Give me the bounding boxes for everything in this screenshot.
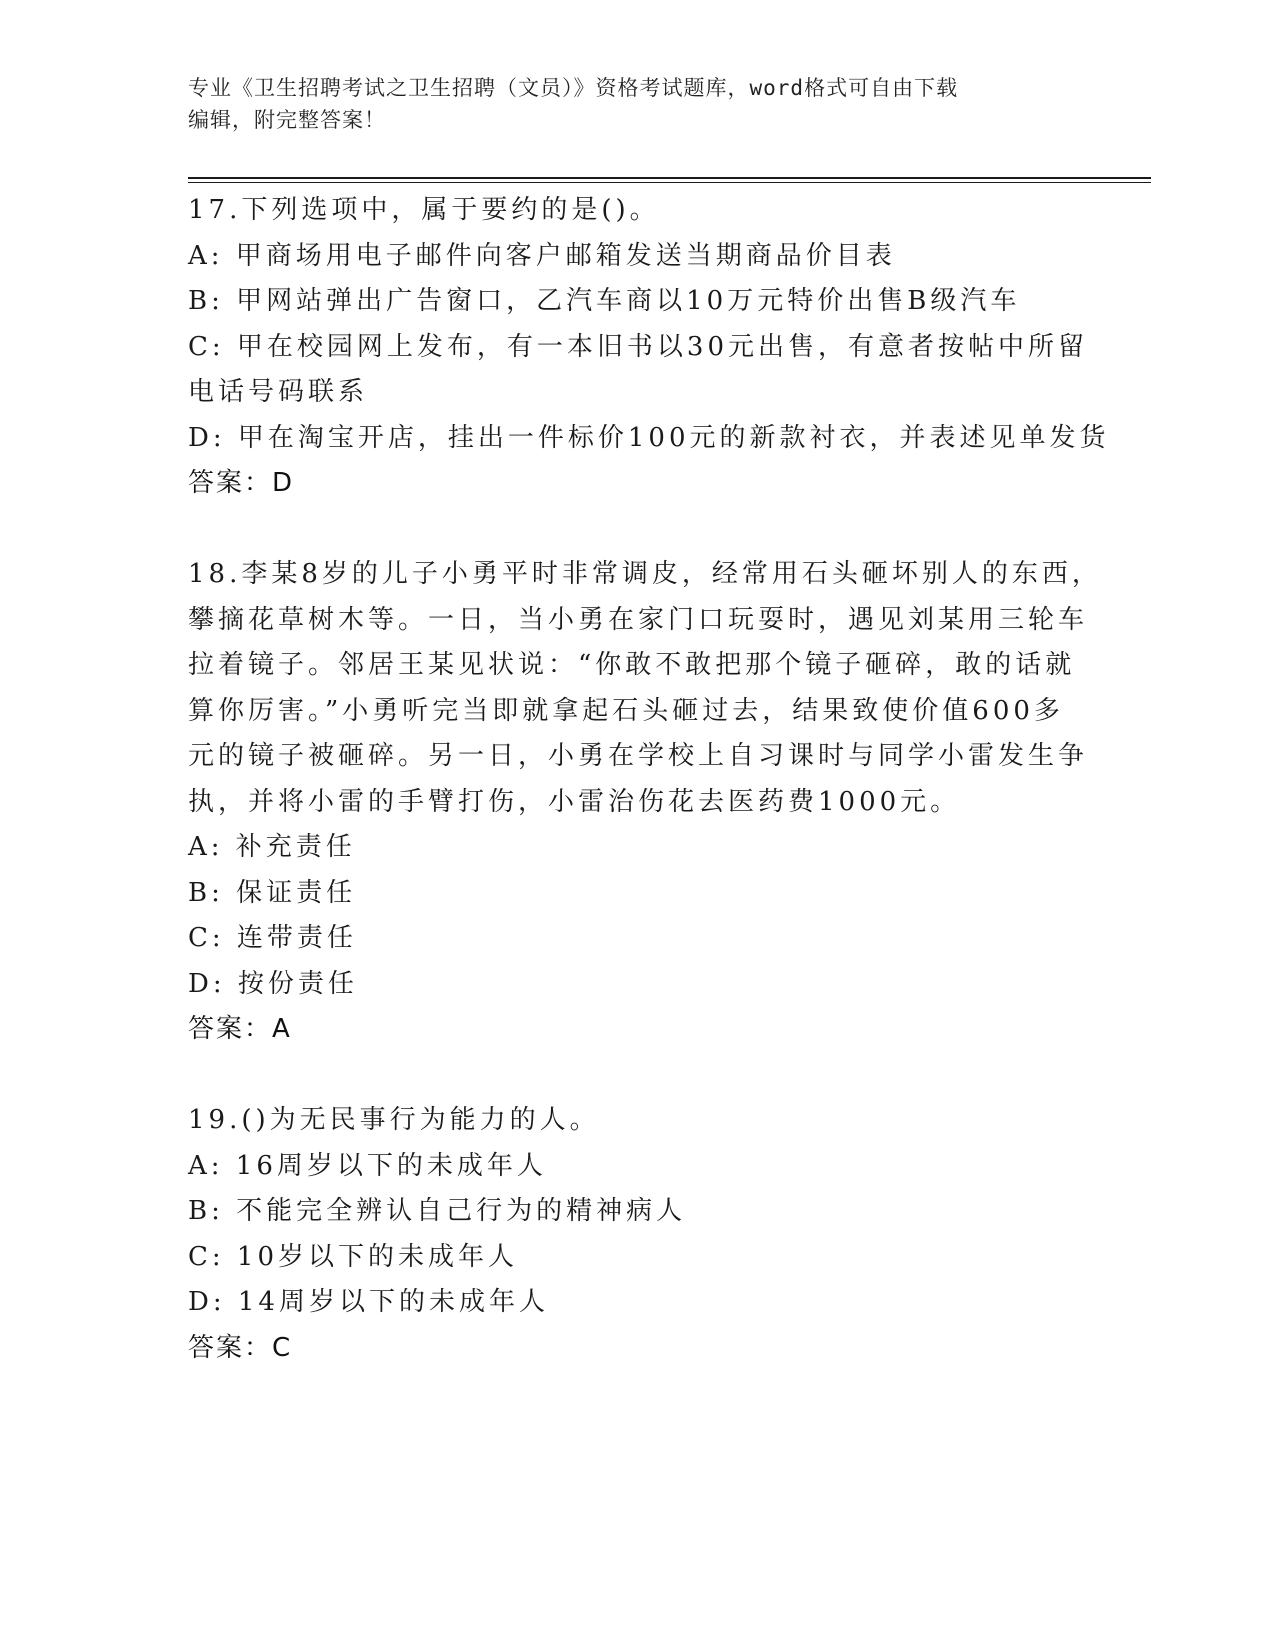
question-stem: 攀摘花草树木等。一日，当小勇在家门口玩耍时，遇见刘某用三轮车 — [188, 604, 1089, 635]
question-stem: 19.()为无民事行为能力的人。 — [188, 1105, 600, 1135]
option-a: A: 补充责任 — [188, 832, 356, 862]
question-stem: 执，并将小雷的手臂打伤，小雷治伤花去医药费1000元。 — [188, 786, 961, 817]
spacer — [188, 1053, 1088, 1099]
option-a: A: 16周岁以下的未成年人 — [188, 1150, 547, 1181]
question-19 — [188, 1098, 1088, 1371]
header-line-1: 专业《卫生招聘考试之卫生招聘（文员）》资格考试题库，word格式可自由下载 — [188, 76, 959, 100]
option-a: A: 甲商场用电子邮件向客户邮箱发送当期商品价目表 — [188, 240, 896, 271]
question-stem: 算你厉害。”小勇听完当即就拿起石头砸过去，结果致使价值600多 — [188, 695, 1064, 726]
document-header — [188, 72, 1088, 136]
spacer — [188, 507, 1088, 553]
question-stem: 18.李某8岁的儿子小勇平时非常调皮，经常用石头砸坏别人的东西， — [188, 559, 1102, 589]
option-c-continued: 电话号码联系 — [188, 377, 369, 407]
option-d: D: 14周岁以下的未成年人 — [188, 1287, 549, 1317]
header-rule-thin — [188, 182, 1151, 183]
question-18 — [188, 552, 1102, 1053]
option-b: B: 保证责任 — [188, 877, 357, 908]
answer: 答案：A — [188, 1014, 292, 1044]
answer: 答案：C — [188, 1332, 293, 1363]
header-line-2: 编辑，附完整答案！ — [188, 108, 386, 132]
option-b: B: 甲网站弹出广告窗口，乙汽车商以10万元特价出售B级汽车 — [188, 286, 1021, 316]
answer: 答案：D — [188, 468, 295, 498]
header-rule-thick — [188, 177, 1151, 179]
option-d: D: 甲在淘宝开店，挂出一件标价100元的新款衬衣，并表述见单发货 — [188, 422, 1110, 453]
option-c: C: 甲在校园网上发布，有一本旧书以30元出售，有意者按帖中所留 — [188, 331, 1089, 362]
option-d: D: 按份责任 — [188, 968, 358, 999]
question-stem: 拉着镜子。邻居王某见状说：“你敢不敢把那个镜子砸碎，敢的话就 — [188, 650, 1076, 680]
option-c: C: 10岁以下的未成年人 — [188, 1241, 519, 1272]
option-b: B: 不能完全辨认自己行为的精神病人 — [188, 1196, 687, 1226]
question-stem: 17.下列选项中，属于要约的是()。 — [188, 195, 660, 225]
question-stem: 元的镜子被砸碎。另一日，小勇在学校上自习课时与同学小雷发生争 — [188, 741, 1089, 771]
question-17 — [188, 188, 1110, 507]
option-c: C: 连带责任 — [188, 923, 357, 953]
question-list — [188, 188, 1110, 1371]
